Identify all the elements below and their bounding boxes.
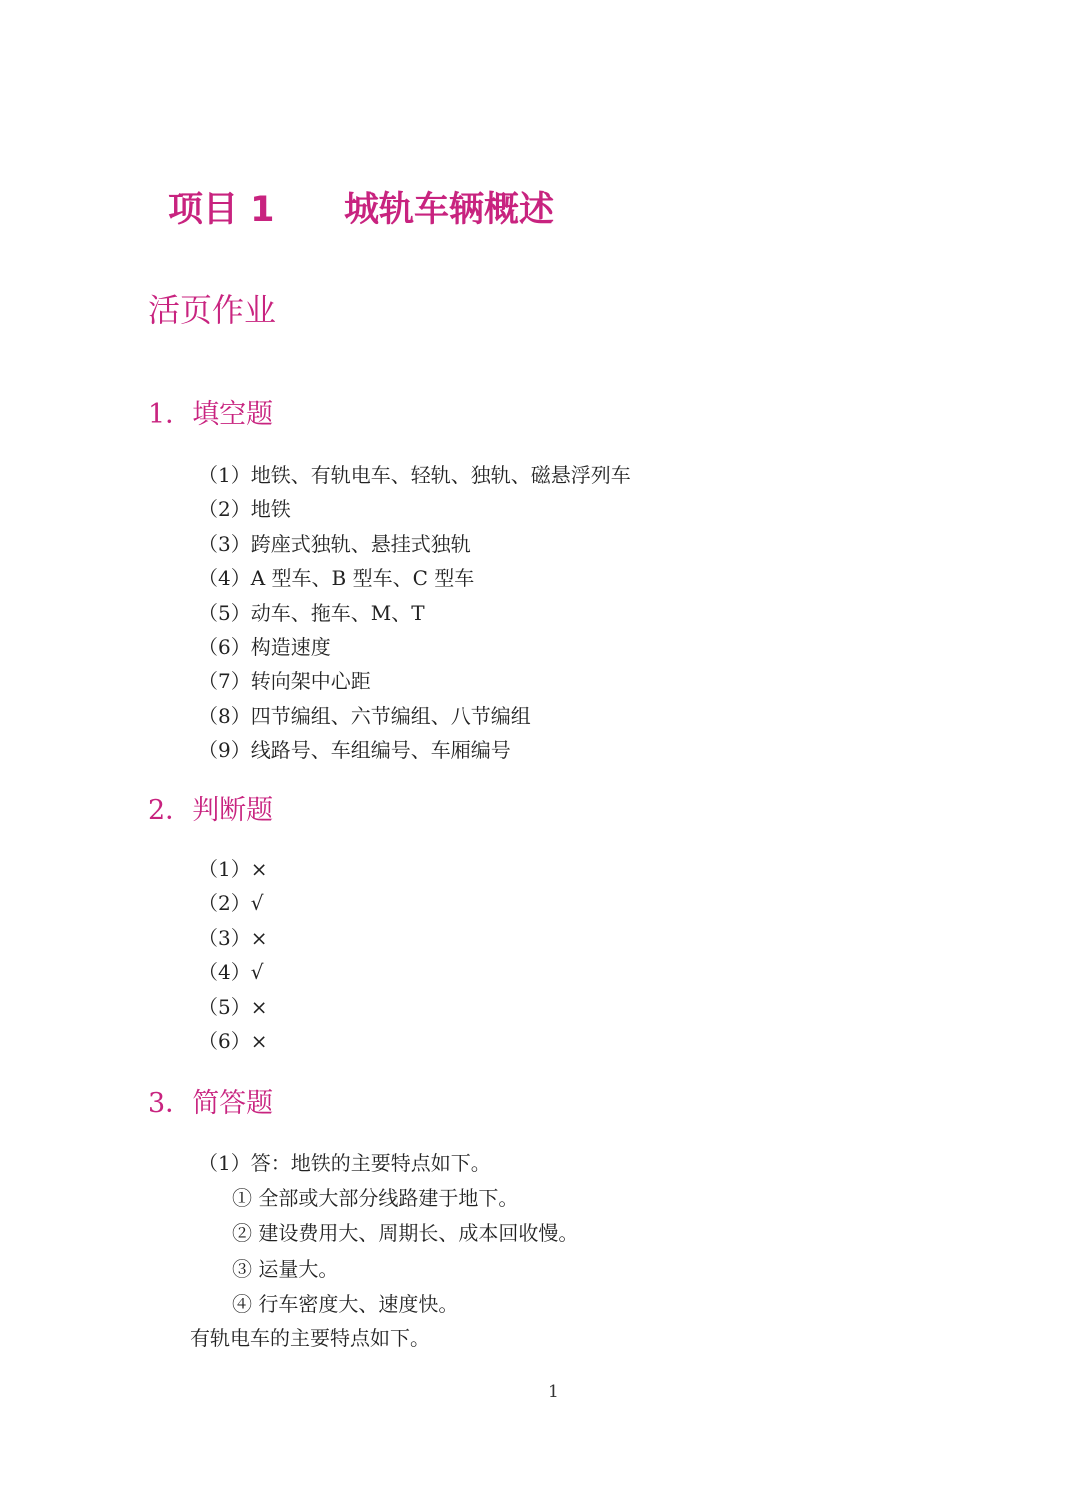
list-item: （6）构造速度 — [198, 634, 331, 659]
section-index: 2． — [148, 795, 193, 826]
answer-intro: （1）答：地铁的主要特点如下。 — [198, 1151, 491, 1175]
section-title: 填空题 — [192, 399, 274, 430]
answer-point: ② 建设费用大、周期长、成本回收慢。 — [232, 1221, 579, 1246]
page-number: 1 — [548, 1382, 559, 1402]
worksheet-subtitle: 活页作业 — [148, 291, 277, 329]
answer-point: ③ 运量大。 — [232, 1256, 339, 1281]
section-index: 3． — [148, 1088, 193, 1119]
answer-point: ① 全部或大部分线路建于地下。 — [232, 1186, 519, 1211]
list-item: （3）跨座式独轨、悬挂式独轨 — [198, 531, 471, 556]
section-title: 简答题 — [192, 1088, 274, 1119]
list-item: （9）线路号、车组编号、车厢编号 — [198, 738, 511, 763]
list-item: （7）转向架中心距 — [198, 669, 371, 694]
fill-blank-answer-list — [198, 458, 631, 768]
list-item: （5）× — [198, 994, 268, 1019]
chapter-name: 城轨车辆概述 — [344, 190, 555, 230]
chapter-number: 项目 1 — [168, 190, 275, 230]
list-item: （4）√ — [198, 960, 264, 985]
section-heading-short-answer — [148, 1086, 273, 1122]
list-item: （6）× — [198, 1028, 268, 1053]
list-item: （2）地铁 — [198, 497, 291, 522]
short-answer-block — [198, 1146, 578, 1322]
list-item: （3）× — [198, 925, 268, 950]
answer-point: ④ 行车密度大、速度快。 — [232, 1291, 459, 1316]
chapter-title — [168, 186, 554, 234]
section-heading-true-false — [148, 793, 273, 829]
list-item: （2）√ — [198, 891, 264, 916]
list-item: （5）动车、拖车、M、T — [198, 600, 425, 625]
section-heading-fill-blank — [148, 397, 273, 433]
list-item: （1）地铁、有轨电车、轻轨、独轨、磁悬浮列车 — [198, 463, 631, 487]
true-false-answer-list — [198, 852, 267, 1058]
section-index: 1． — [148, 399, 193, 430]
list-item: （1）× — [198, 857, 268, 881]
list-item: （4）A 型车、B 型车、C 型车 — [198, 566, 475, 591]
answer-paragraph: 有轨电车的主要特点如下。 — [190, 1326, 430, 1350]
section-title: 判断题 — [192, 795, 274, 826]
list-item: （8）四节编组、六节编组、八节编组 — [198, 703, 531, 728]
